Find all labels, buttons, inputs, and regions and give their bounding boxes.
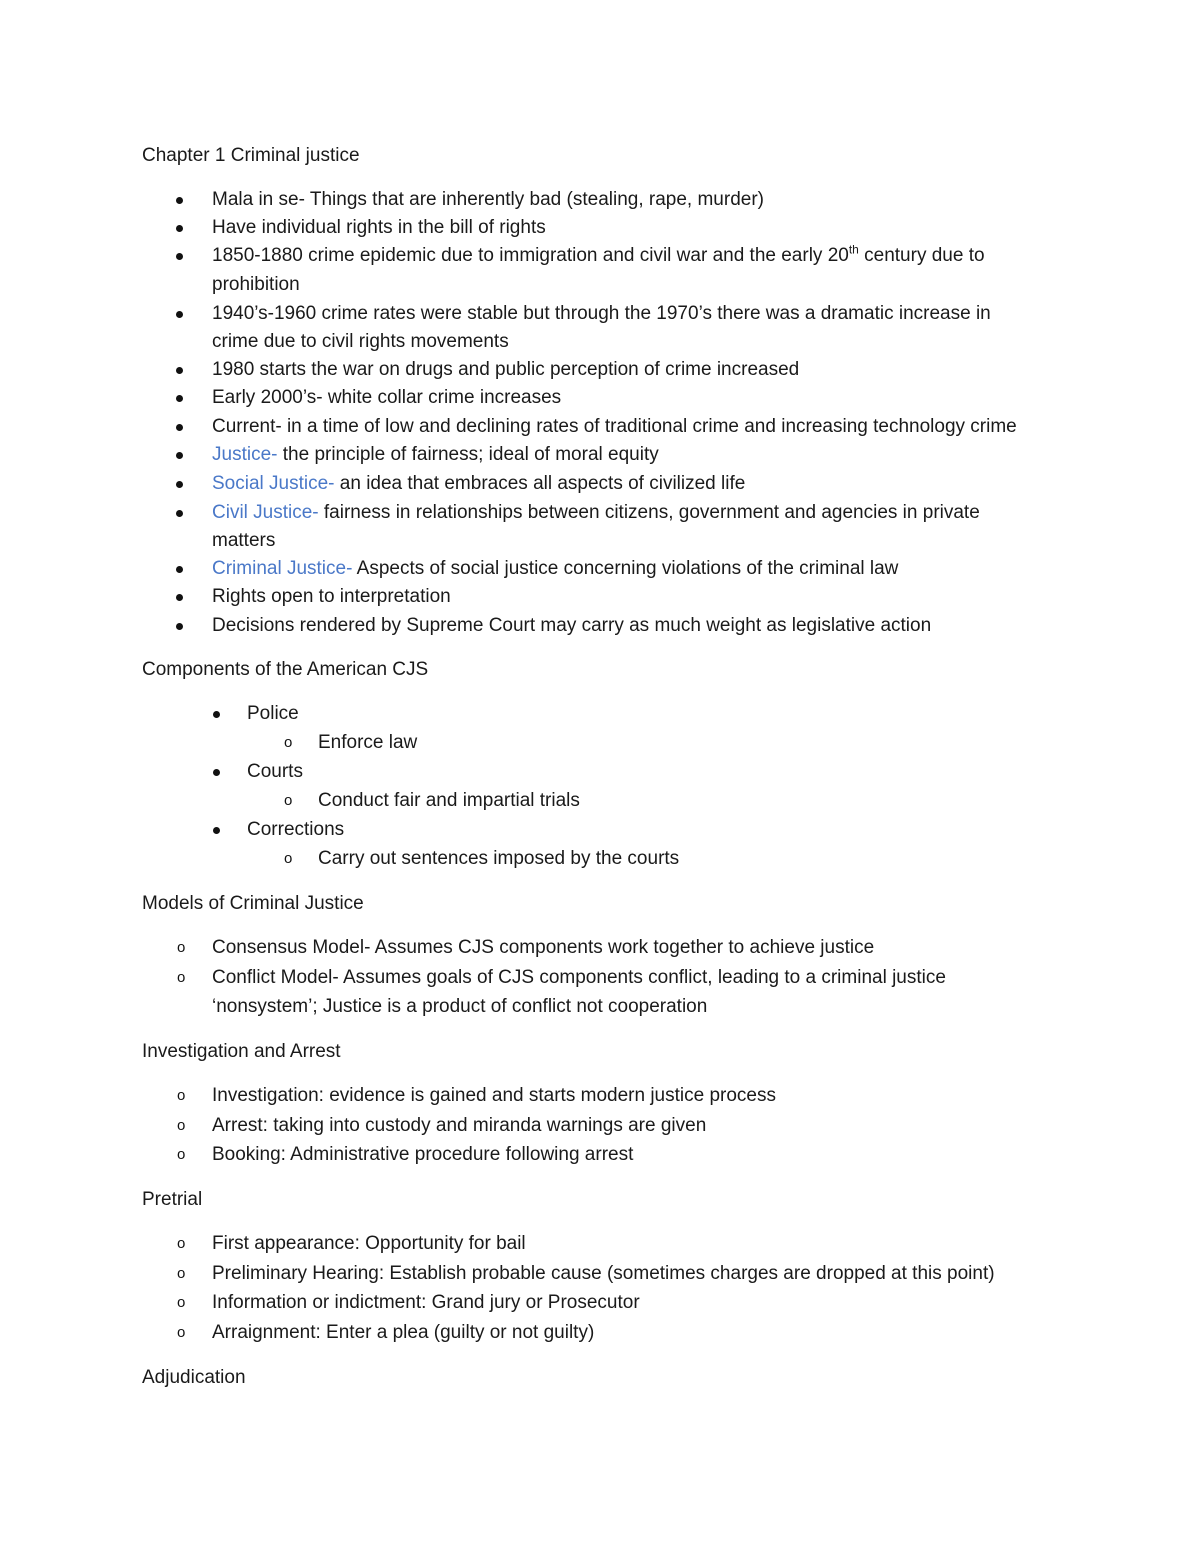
bullet-icon bbox=[176, 197, 183, 204]
list-item: Preliminary Hearing: Establish probable cause (sometimes charges are dropped at this point) bbox=[212, 1263, 995, 1284]
list-item: Rights open to interpretation bbox=[212, 586, 451, 607]
list-item: Conflict Model- Assumes goals of CJS components conflict, leading to a criminal justice bbox=[212, 967, 946, 988]
bullet-icon bbox=[176, 566, 183, 573]
sub-list-item: Conduct fair and impartial trials bbox=[318, 790, 580, 811]
list-item: Have individual rights in the bill of rights bbox=[212, 217, 546, 238]
list-item bbox=[212, 555, 898, 583]
circle-bullet-icon: o bbox=[177, 1324, 186, 1341]
definition-term: Criminal Justice- bbox=[212, 558, 353, 579]
circle-bullet-icon: o bbox=[177, 939, 186, 956]
list-item: Booking: Administrative procedure following arrest bbox=[212, 1144, 634, 1165]
bullet-icon bbox=[176, 225, 183, 232]
definition-text: fairness in relationships between citizens, government and agencies in private bbox=[318, 502, 980, 523]
list-item-continuation: prohibition bbox=[212, 274, 300, 295]
list-item: Arraignment: Enter a plea (guilty or not guilty) bbox=[212, 1322, 595, 1343]
list-item: Consensus Model- Assumes CJS components work together to achieve justice bbox=[212, 937, 875, 958]
bullet-icon bbox=[213, 769, 220, 776]
bullet-icon bbox=[213, 711, 220, 718]
list-item: Mala in se- Things that are inherently bad (stealing, rape, murder) bbox=[212, 189, 764, 210]
list-item bbox=[212, 441, 659, 469]
definition-text: an idea that embraces all aspects of civilized life bbox=[334, 473, 746, 494]
definition-text: the principle of fairness; ideal of moral equity bbox=[277, 444, 659, 465]
list-item bbox=[212, 242, 985, 270]
circle-bullet-icon: o bbox=[284, 850, 293, 867]
section-title-models: Models of Criminal Justice bbox=[142, 893, 364, 914]
circle-bullet-icon: o bbox=[284, 734, 293, 751]
circle-bullet-icon: o bbox=[177, 1265, 186, 1282]
list-item-text: 1850-1880 crime epidemic due to immigration and civil war and the early 20 bbox=[212, 245, 849, 266]
list-item: Investigation: evidence is gained and starts modern justice process bbox=[212, 1085, 776, 1106]
bullet-icon bbox=[176, 481, 183, 488]
definition-text: Aspects of social justice concerning violations of the criminal law bbox=[352, 558, 899, 579]
bullet-icon bbox=[176, 311, 183, 318]
list-item-continuation: matters bbox=[212, 530, 276, 551]
list-item bbox=[212, 499, 980, 527]
bullet-icon bbox=[176, 395, 183, 402]
list-item-continuation: crime due to civil rights movements bbox=[212, 331, 509, 352]
list-item: Information or indictment: Grand jury or Prosecutor bbox=[212, 1292, 640, 1313]
sub-list-item: Carry out sentences imposed by the courts bbox=[318, 848, 680, 869]
circle-bullet-icon: o bbox=[177, 1087, 186, 1104]
section-title-adjudication: Adjudication bbox=[142, 1367, 246, 1388]
superscript: th bbox=[848, 242, 859, 257]
list-item: Corrections bbox=[247, 819, 345, 840]
list-item: First appearance: Opportunity for bail bbox=[212, 1233, 526, 1254]
bullet-icon bbox=[176, 452, 183, 459]
list-item: 1940’s-1960 crime rates were stable but through the 1970’s there was a dramatic increase in bbox=[212, 303, 991, 324]
circle-bullet-icon: o bbox=[177, 1117, 186, 1134]
list-item: Decisions rendered by Supreme Court may carry as much weight as legislative action bbox=[212, 615, 932, 636]
bullet-icon bbox=[176, 367, 183, 374]
list-item-continuation: ‘nonsystem’; Justice is a product of conflict not cooperation bbox=[212, 996, 708, 1017]
circle-bullet-icon: o bbox=[177, 1294, 186, 1311]
chapter-title: Chapter 1 Criminal justice bbox=[142, 145, 360, 166]
list-item: 1980 starts the war on drugs and public perception of crime increased bbox=[212, 359, 800, 380]
bullet-icon bbox=[176, 424, 183, 431]
list-item-text: century due to bbox=[858, 245, 985, 266]
section-title-pretrial: Pretrial bbox=[142, 1189, 203, 1210]
bullet-icon bbox=[176, 510, 183, 517]
section-title-investigation: Investigation and Arrest bbox=[142, 1041, 341, 1062]
circle-bullet-icon: o bbox=[177, 1146, 186, 1163]
list-item: Early 2000’s- white collar crime increases bbox=[212, 387, 562, 408]
definition-term: Civil Justice- bbox=[212, 502, 319, 523]
circle-bullet-icon: o bbox=[177, 1235, 186, 1252]
circle-bullet-icon: o bbox=[284, 792, 293, 809]
circle-bullet-icon: o bbox=[177, 969, 186, 986]
bullet-icon bbox=[176, 253, 183, 260]
bullet-icon bbox=[176, 594, 183, 601]
bullet-icon bbox=[213, 827, 220, 834]
list-item: Police bbox=[247, 703, 299, 724]
sub-list-item: Enforce law bbox=[318, 732, 418, 753]
section-title-components: Components of the American CJS bbox=[142, 659, 429, 680]
definition-term: Justice- bbox=[212, 444, 278, 465]
bullet-icon bbox=[176, 623, 183, 630]
definition-term: Social Justice- bbox=[212, 473, 335, 494]
list-item bbox=[212, 470, 745, 498]
list-item: Courts bbox=[247, 761, 303, 782]
list-item: Current- in a time of low and declining rates of traditional crime and increasing technology crime bbox=[212, 416, 1017, 437]
list-item: Arrest: taking into custody and miranda warnings are given bbox=[212, 1115, 707, 1136]
